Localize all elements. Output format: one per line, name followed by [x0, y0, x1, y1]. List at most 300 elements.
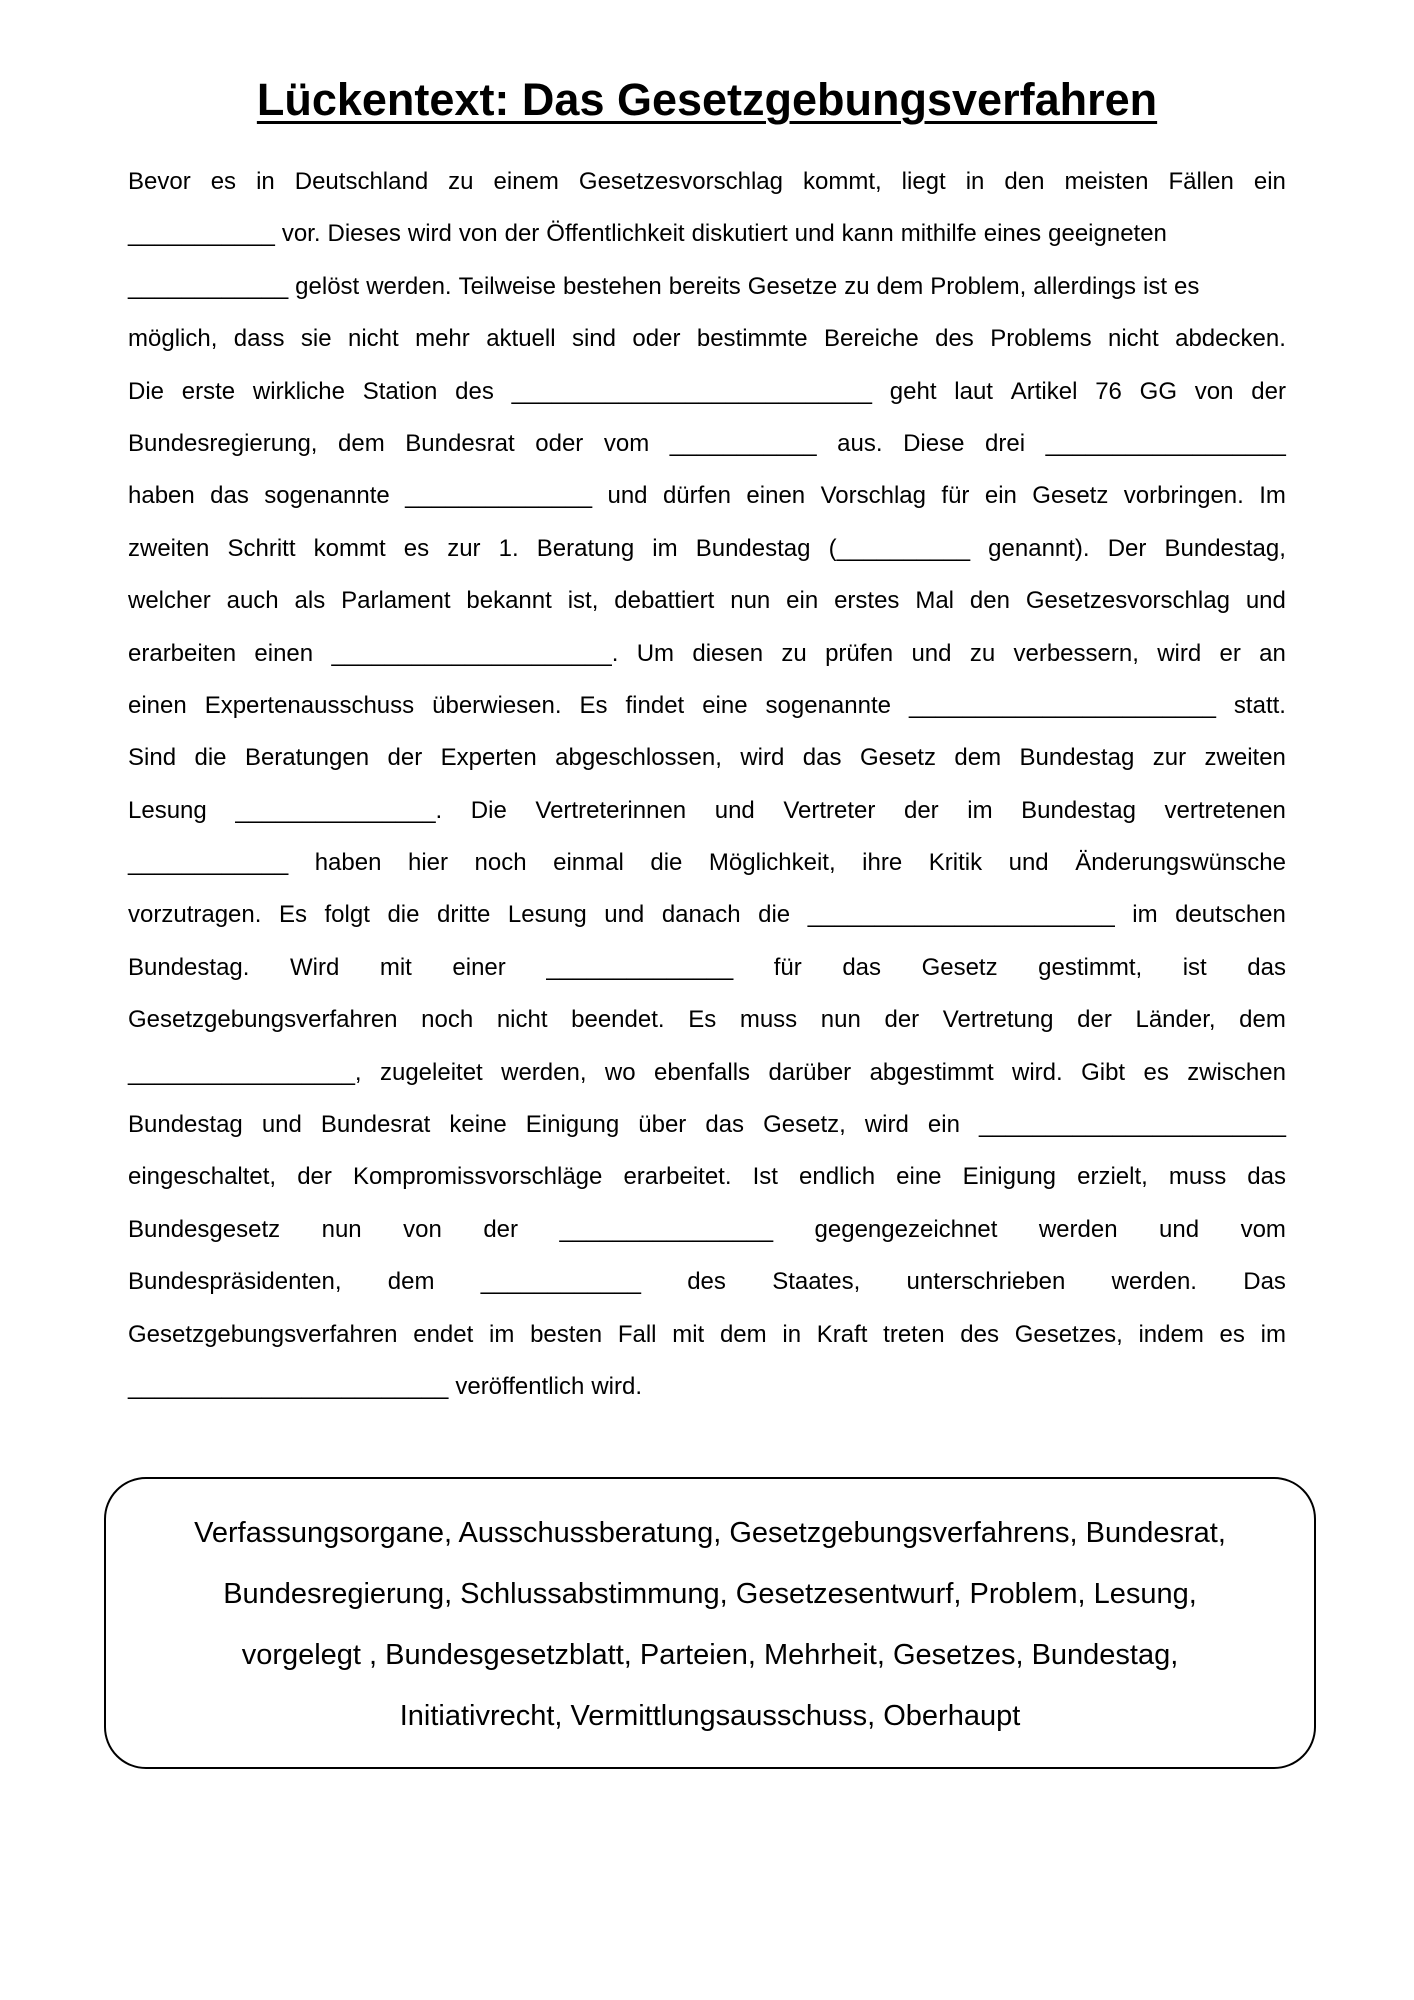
word: den	[1004, 168, 1045, 195]
word: Gesetz,	[763, 1111, 846, 1139]
word: wird	[407, 220, 452, 248]
word: Sind	[128, 744, 177, 772]
word: aus.	[837, 429, 883, 457]
word: Das	[1243, 1268, 1286, 1296]
blank-field: ____________	[480, 1268, 641, 1296]
text-line	[128, 732, 1286, 784]
word: vorbringen.	[1123, 482, 1244, 510]
word: beendet.	[571, 1006, 665, 1034]
word: Schritt	[227, 534, 296, 562]
word: gegengezeichnet	[814, 1215, 998, 1243]
word: als	[294, 587, 326, 615]
word: dürfen	[662, 482, 731, 510]
word: überwiesen.	[432, 691, 562, 719]
word: ein	[1253, 168, 1286, 195]
word: Mal	[915, 587, 954, 615]
word: findet	[625, 691, 685, 719]
text-line	[128, 1361, 1286, 1413]
word: dass	[233, 325, 285, 353]
word: oder	[535, 429, 584, 457]
word-bank-line: Verfassungsorgane, Ausschussberatung, Gesetzgebungsverfahrens, Bundesrat,	[194, 1517, 1226, 1549]
word: es	[210, 168, 237, 195]
word: 1.	[498, 534, 519, 562]
word: Einigung	[525, 1111, 620, 1139]
text-line	[128, 208, 1286, 260]
word: sogenannte	[264, 482, 390, 510]
text-line	[128, 1047, 1286, 1099]
word: geeigneten	[1048, 220, 1167, 248]
word: Dieses	[327, 220, 401, 248]
word: haben	[314, 849, 382, 877]
word: des	[960, 1320, 999, 1348]
word: vorzutragen.	[128, 901, 262, 929]
word: allerdings	[1033, 272, 1137, 300]
word: einer	[452, 953, 506, 981]
word: erzielt,	[1077, 1163, 1148, 1191]
blank-field: __________________	[1045, 429, 1286, 457]
word: die	[758, 901, 791, 929]
word: Bundesregierung,	[128, 429, 318, 457]
text-line	[128, 1099, 1286, 1151]
word: Gesetz	[921, 953, 998, 981]
word: Staates,	[772, 1268, 861, 1296]
blank-field: _______________.	[235, 796, 443, 824]
word: der	[504, 220, 540, 248]
word: im	[489, 1320, 515, 1348]
word: folgt	[324, 901, 370, 929]
word: bestehen	[562, 272, 662, 300]
word: Problems	[990, 325, 1092, 353]
word: unterschrieben	[906, 1268, 1066, 1296]
word: wird	[864, 1111, 909, 1139]
word: haben	[128, 482, 195, 510]
word: Bundesrat	[405, 429, 515, 457]
word: es	[403, 534, 430, 562]
word: Fällen	[1168, 168, 1234, 195]
text-line	[128, 366, 1286, 418]
word: sogenannte	[765, 691, 891, 719]
blank-field: ______________	[405, 482, 593, 510]
word: abgestimmt	[869, 1058, 994, 1086]
word-bank-line: Bundesregierung, Schlussabstimmung, Gesetzesentwurf, Problem, Lesung,	[223, 1578, 1197, 1610]
word: diesen	[692, 639, 764, 667]
word: es	[1174, 272, 1200, 300]
word: veröffentlich	[455, 1372, 585, 1400]
word: sind	[571, 325, 616, 353]
word: er	[1219, 639, 1241, 667]
word: Bereiche	[823, 325, 919, 353]
word: wird.	[591, 1372, 642, 1400]
word: im	[967, 796, 993, 824]
word: Kompromissvorschläge	[352, 1163, 603, 1191]
text-line	[128, 523, 1286, 575]
word: werden.	[1111, 1268, 1197, 1296]
word: Vertreter	[783, 796, 876, 824]
word: werden,	[501, 1058, 587, 1086]
word: vor.	[281, 220, 321, 248]
word: ein	[786, 587, 819, 615]
word: Lesung	[128, 796, 207, 824]
word: zu	[969, 639, 996, 667]
word: das	[705, 1111, 745, 1139]
word: der	[1251, 377, 1286, 405]
word: einmal	[553, 849, 624, 877]
word: Vorschlag	[820, 482, 926, 510]
blank-field: (__________	[828, 534, 971, 562]
word: Änderungswünsche	[1075, 849, 1286, 877]
word: Öffentlichkeit	[546, 220, 685, 248]
word: liegt	[901, 168, 946, 195]
word: Gesetzgebungsverfahren	[128, 1006, 398, 1034]
blank-field: _______________________	[978, 1111, 1286, 1139]
word: einen	[128, 691, 187, 719]
word: an	[1259, 639, 1286, 667]
word: Deutschland	[294, 168, 429, 195]
text-line	[128, 628, 1286, 680]
word: Artikel	[1010, 377, 1078, 405]
word: Teilweise	[458, 272, 556, 300]
word: Gesetzesvorschlag	[578, 168, 783, 195]
page-title: Lückentext: Das Gesetzgebungsverfahren	[256, 74, 1158, 125]
word: 76	[1095, 377, 1122, 405]
word: eine	[896, 1163, 942, 1191]
word: einem	[493, 168, 559, 195]
word: und	[1008, 849, 1049, 877]
word-bank-line: Initiativrecht, Vermittlungsausschuss, Oberhaupt	[399, 1700, 1021, 1732]
word-bank-line: vorgelegt , Bundesgesetzblatt, Parteien, Mehrheit, Gesetzes, Bundestag,	[241, 1639, 1179, 1671]
blank-field: ________________	[559, 1215, 774, 1243]
word: über	[638, 1111, 687, 1139]
word: Beratung	[536, 534, 635, 562]
word: auch	[226, 587, 279, 615]
word: Gibt	[1081, 1058, 1126, 1086]
word: das	[210, 482, 249, 510]
word: statt.	[1233, 691, 1286, 719]
blank-field: ______________	[546, 953, 734, 981]
word: kommt,	[803, 168, 882, 195]
word: Bundesgesetz	[128, 1215, 281, 1243]
word: Die	[470, 796, 507, 824]
word: indem	[1138, 1320, 1204, 1348]
word: von	[1194, 377, 1234, 405]
word: möglich,	[128, 325, 218, 353]
word: abgeschlossen,	[555, 744, 722, 772]
word: wird.	[1012, 1058, 1063, 1086]
word: mithilfe	[900, 220, 977, 248]
word: das	[802, 744, 842, 772]
word: Vertreterinnen	[535, 796, 687, 824]
word: werden	[1038, 1215, 1118, 1243]
blank-field: ____________	[128, 849, 289, 877]
blank-field: ___________	[128, 220, 275, 248]
word: wird	[740, 744, 785, 772]
word: kann	[841, 220, 894, 248]
word: der	[387, 744, 423, 772]
word: ist	[1182, 953, 1207, 981]
blank-field: _____________________.	[331, 639, 619, 667]
word: dem	[387, 1268, 435, 1296]
word: Station	[362, 377, 438, 405]
word: GG	[1139, 377, 1178, 405]
word: sie	[300, 325, 332, 353]
text-line	[128, 837, 1286, 889]
word: Bundestag.	[128, 953, 250, 981]
text-line	[128, 889, 1286, 941]
word: dem	[876, 272, 924, 300]
text-line	[128, 994, 1286, 1046]
word: Bundespräsidenten,	[128, 1268, 342, 1296]
word: Einigung	[962, 1163, 1057, 1191]
word: nun	[730, 587, 771, 615]
word: abdecken.	[1175, 325, 1286, 353]
word: mit	[379, 953, 412, 981]
word: zugeleitet	[379, 1058, 483, 1086]
word: prüfen	[825, 639, 894, 667]
word: Expertenausschuss	[204, 691, 415, 719]
word: zur	[1152, 744, 1187, 772]
word: die	[650, 849, 683, 877]
word: Lesung	[507, 901, 587, 929]
word: diskutiert	[691, 220, 788, 248]
word: für	[941, 482, 970, 510]
word: Gesetz	[859, 744, 936, 772]
text-line	[128, 1256, 1286, 1308]
blank-field: _______________________	[807, 901, 1115, 929]
word: Möglichkeit,	[708, 849, 836, 877]
text-line	[128, 1309, 1286, 1361]
word: noch	[474, 849, 527, 877]
word: bereits	[668, 272, 741, 300]
word: ist,	[567, 587, 599, 615]
text-line	[128, 785, 1286, 837]
word-bank-box	[104, 1477, 1316, 1769]
word: dem	[338, 429, 385, 457]
word: nun	[820, 1006, 861, 1034]
word: gelöst	[295, 272, 360, 300]
word: dem	[719, 1320, 767, 1348]
word: laut	[954, 377, 993, 405]
blank-field: _______________________	[908, 691, 1216, 719]
word: ein	[927, 1111, 960, 1139]
word: in	[965, 168, 985, 195]
word: aktuell	[486, 325, 556, 353]
text-line	[128, 418, 1286, 470]
word: von	[458, 220, 498, 248]
word: und	[714, 796, 755, 824]
word: des	[455, 377, 494, 405]
word: Um	[636, 639, 675, 667]
word: werden.	[366, 272, 452, 300]
word: Problem,	[930, 272, 1027, 300]
word: vertretenen	[1164, 796, 1286, 824]
text-line	[128, 1204, 1286, 1256]
word: welcher	[128, 587, 211, 615]
word: das	[1247, 953, 1286, 981]
word: darüber	[768, 1058, 852, 1086]
word: Gesetz	[1032, 482, 1109, 510]
word: wirkliche	[252, 377, 345, 405]
word: und	[607, 482, 648, 510]
text-line	[128, 575, 1286, 627]
word: und	[794, 220, 835, 248]
word: noch	[421, 1006, 474, 1034]
word: zu	[781, 639, 807, 667]
word: Die	[128, 377, 165, 405]
word: und	[1245, 587, 1286, 615]
word: in	[782, 1320, 802, 1348]
word: in	[256, 168, 275, 195]
word: das	[842, 953, 882, 981]
word: mit	[672, 1320, 705, 1348]
word: eingeschaltet,	[128, 1163, 277, 1191]
word: eine	[702, 691, 748, 719]
word: ihre	[862, 849, 903, 877]
word: es	[1143, 1058, 1169, 1086]
word: nicht	[1108, 325, 1159, 353]
word: Kritik	[928, 849, 983, 877]
word: Fall	[617, 1320, 657, 1348]
word: Diese	[903, 429, 965, 457]
word: debattiert	[614, 587, 715, 615]
word: zur	[447, 534, 481, 562]
word: für	[773, 953, 802, 981]
word: danach	[661, 901, 741, 929]
word: der	[1077, 1006, 1112, 1034]
word: des	[935, 325, 974, 353]
text-line	[128, 470, 1286, 522]
text-line	[128, 261, 1286, 313]
word: Parlament	[341, 587, 451, 615]
text-line	[128, 1151, 1286, 1203]
word: oder	[632, 325, 681, 353]
word: meisten	[1064, 168, 1149, 195]
word: bekannt	[466, 587, 552, 615]
word: endlich	[799, 1163, 876, 1191]
word: einen	[254, 639, 314, 667]
word: wird	[1157, 639, 1202, 667]
word: erarbeiten	[128, 639, 237, 667]
word: deutschen	[1175, 901, 1286, 929]
word: und	[604, 901, 645, 929]
text-line	[128, 942, 1286, 994]
word: ein	[984, 482, 1017, 510]
text-line	[128, 313, 1286, 365]
word: dem	[1239, 1006, 1286, 1034]
word: Gesetzesvorschlag	[1025, 587, 1230, 615]
word: Ist	[752, 1163, 778, 1191]
word: vom	[1240, 1215, 1286, 1243]
word: Experten	[440, 744, 537, 772]
word: wo	[604, 1058, 636, 1086]
word: dem	[954, 744, 1002, 772]
word: Es	[278, 901, 307, 929]
word: muss	[739, 1006, 798, 1034]
word: kommt	[313, 534, 386, 562]
word: im	[1260, 1320, 1286, 1348]
blank-field: ________________________	[128, 1372, 449, 1400]
word: zu	[448, 168, 474, 195]
word: den	[969, 587, 1010, 615]
word: bestimmte	[696, 325, 808, 353]
word: Gesetze	[747, 272, 838, 300]
word: Kraft	[816, 1320, 868, 1348]
text-line	[128, 156, 1286, 208]
word: zweiten	[1204, 744, 1286, 772]
word: dritte	[437, 901, 491, 929]
word: ebenfalls	[653, 1058, 751, 1086]
blank-field: ___________________________	[511, 377, 873, 405]
word: der	[884, 1006, 920, 1034]
word: einen	[746, 482, 806, 510]
blank-field: _________________,	[128, 1058, 362, 1086]
word: und	[911, 639, 952, 667]
word: nicht	[496, 1006, 548, 1034]
word: Beratungen	[244, 744, 370, 772]
word: keine	[449, 1111, 507, 1139]
word: Gesetzes,	[1014, 1320, 1123, 1348]
word: die	[194, 744, 227, 772]
word: Bundestag	[695, 534, 811, 562]
word: Bundesrat	[320, 1111, 431, 1139]
word: gestimmt,	[1038, 953, 1143, 981]
word: vom	[603, 429, 650, 457]
blank-field: ___________	[669, 429, 817, 457]
cloze-text	[128, 156, 1286, 1413]
word: Bevor	[128, 168, 191, 195]
word: Bundestag	[128, 1111, 243, 1139]
word: zwischen	[1187, 1058, 1286, 1086]
word: verbessern,	[1013, 639, 1139, 667]
word: erarbeitet.	[623, 1163, 732, 1191]
word: Länder,	[1135, 1006, 1216, 1034]
word: Vertretung	[942, 1006, 1054, 1034]
word: erstes	[834, 587, 900, 615]
word: im	[652, 534, 678, 562]
word: zu	[844, 272, 870, 300]
word: Es	[579, 691, 608, 719]
word: es	[1219, 1320, 1245, 1348]
word: ist	[1143, 272, 1168, 300]
word: Bundestag,	[1164, 534, 1286, 562]
word: Gesetzgebungsverfahren	[128, 1320, 398, 1348]
word: eines	[983, 220, 1042, 248]
word: der	[483, 1215, 518, 1243]
word: Im	[1259, 482, 1286, 510]
word: Es	[688, 1006, 717, 1034]
word: hier	[407, 849, 449, 877]
word: genannt).	[988, 534, 1090, 562]
word: endet	[413, 1320, 474, 1348]
word: und	[261, 1111, 302, 1139]
word: der	[297, 1163, 332, 1191]
word: des	[687, 1268, 726, 1296]
word: nicht	[347, 325, 399, 353]
word: drei	[985, 429, 1026, 457]
word: zweiten	[128, 534, 210, 562]
text-line	[128, 680, 1286, 732]
word: erste	[181, 377, 236, 405]
word: Der	[1107, 534, 1147, 562]
word: Wird	[289, 953, 340, 981]
word: Bundestag	[1021, 796, 1136, 824]
blank-field: ____________	[128, 272, 289, 300]
word: Bundestag	[1019, 744, 1135, 772]
word: nun	[321, 1215, 362, 1243]
word: treten	[883, 1320, 945, 1348]
word: von	[403, 1215, 442, 1243]
word: geht	[889, 377, 937, 405]
word: im	[1132, 901, 1158, 929]
